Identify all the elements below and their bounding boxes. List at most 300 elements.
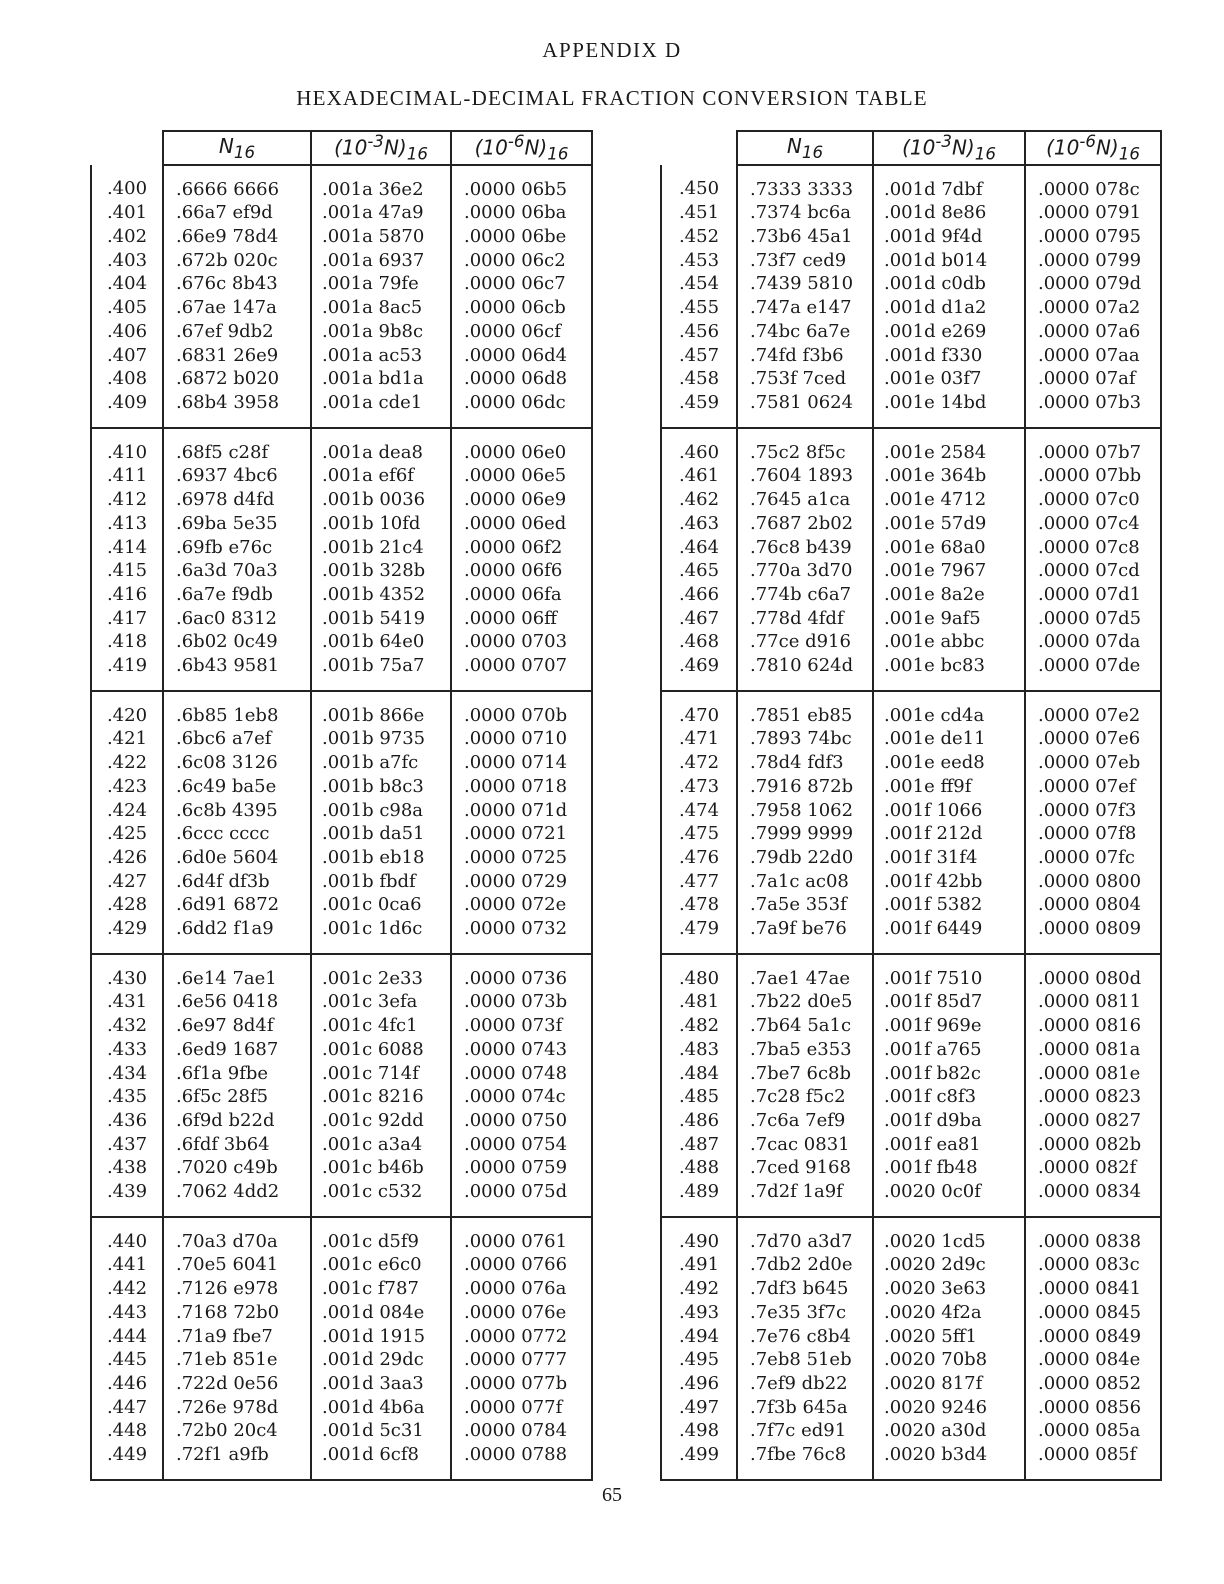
decimal-fraction-cell: .496 <box>661 1372 737 1396</box>
n-times-10e-6-value-cell: .0000 0838 <box>1025 1217 1161 1254</box>
n-times-10e-3-value-cell: .001f b82c <box>873 1062 1025 1086</box>
n16-value-cell: .6e14 7ae1 <box>163 954 311 991</box>
decimal-fraction-cell: .401 <box>91 201 163 225</box>
n-times-10e-6-value-cell: .0000 079d <box>1025 272 1161 296</box>
n-times-10e-6-value-cell: .0000 07af <box>1025 367 1161 391</box>
n-times-10e-6-value-cell: .0000 071d <box>451 799 592 823</box>
table-row <box>91 1156 592 1180</box>
decimal-fraction-cell: .498 <box>661 1419 737 1443</box>
n-times-10e-3-value-cell: .001e 8a2e <box>873 583 1025 607</box>
decimal-fraction-cell: .479 <box>661 917 737 954</box>
table-row <box>661 1396 1161 1420</box>
n-times-10e-3-value-cell: .001b b8c3 <box>311 775 451 799</box>
table-row <box>661 1085 1161 1109</box>
table-row <box>91 1217 592 1254</box>
n-times-10e-6-value-cell: .0000 07a6 <box>1025 320 1161 344</box>
table-row <box>91 1133 592 1157</box>
n-times-10e-3-value-cell: .0020 817f <box>873 1372 1025 1396</box>
decimal-fraction-cell: .438 <box>91 1156 163 1180</box>
n-times-10e-6-value-cell: .0000 06d4 <box>451 344 592 368</box>
n-times-10e-6-value-cell: .0000 0811 <box>1025 990 1161 1014</box>
n-times-10e-3-value-cell: .001e 2584 <box>873 428 1025 465</box>
n-times-10e-6-value-cell: .0000 078c <box>1025 165 1161 202</box>
decimal-fraction-cell: .420 <box>91 691 163 728</box>
table-row <box>91 344 592 368</box>
n-times-10e-3-value-cell: .001b 5419 <box>311 607 451 631</box>
n16-value-cell: .7b22 d0e5 <box>737 990 873 1014</box>
decimal-fraction-cell: .460 <box>661 428 737 465</box>
table-row <box>91 428 592 465</box>
n-times-10e-3-value-cell: .0020 2d9c <box>873 1253 1025 1277</box>
conversion-table-left <box>90 130 593 1481</box>
n-times-10e-6-value-cell: .0000 084e <box>1025 1348 1161 1372</box>
n16-value-cell: .7ae1 47ae <box>737 954 873 991</box>
n-times-10e-6-value-cell: .0000 0856 <box>1025 1396 1161 1420</box>
n-times-10e-6-value-cell: .0000 07e2 <box>1025 691 1161 728</box>
decimal-fraction-cell: .432 <box>91 1014 163 1038</box>
decimal-fraction-cell: .491 <box>661 1253 737 1277</box>
decimal-fraction-cell: .484 <box>661 1062 737 1086</box>
table-row <box>91 691 592 728</box>
decimal-fraction-cell: .455 <box>661 296 737 320</box>
n-times-10e-6-value-cell: .0000 07bb <box>1025 464 1161 488</box>
n16-value-cell: .67ef 9db2 <box>163 320 311 344</box>
decimal-fraction-cell: .400 <box>91 165 163 202</box>
decimal-fraction-cell: .499 <box>661 1443 737 1480</box>
n-times-10e-3-value-cell: .001f 969e <box>873 1014 1025 1038</box>
n16-value-cell: .7168 72b0 <box>163 1301 311 1325</box>
n16-value-cell: .6978 d4fd <box>163 488 311 512</box>
n-times-10e-3-value-cell: .001d 5c31 <box>311 1419 451 1443</box>
table-row <box>661 1253 1161 1277</box>
decimal-fraction-cell: .492 <box>661 1277 737 1301</box>
n16-value-cell: .70a3 d70a <box>163 1217 311 1254</box>
n-times-10e-3-value-cell: .001e 68a0 <box>873 536 1025 560</box>
n16-value-cell: .69fb e76c <box>163 536 311 560</box>
table-row <box>91 870 592 894</box>
table-row <box>91 1277 592 1301</box>
n16-value-cell: .770a 3d70 <box>737 559 873 583</box>
decimal-fraction-cell: .467 <box>661 607 737 631</box>
decimal-fraction-cell: .468 <box>661 630 737 654</box>
decimal-fraction-cell: .477 <box>661 870 737 894</box>
table-row <box>661 870 1161 894</box>
n-times-10e-3-value-cell: .001f 42bb <box>873 870 1025 894</box>
table-row <box>661 607 1161 631</box>
n16-value-cell: .6b43 9581 <box>163 654 311 691</box>
decimal-fraction-cell: .409 <box>91 391 163 428</box>
row-label-header <box>91 131 163 165</box>
table-row <box>661 249 1161 273</box>
decimal-fraction-cell: .447 <box>91 1396 163 1420</box>
n16-value-cell: .69ba 5e35 <box>163 512 311 536</box>
decimal-fraction-cell: .429 <box>91 917 163 954</box>
table-row <box>91 954 592 991</box>
decimal-fraction-cell: .425 <box>91 822 163 846</box>
n16-value-cell: .774b c6a7 <box>737 583 873 607</box>
n16-value-cell: .7020 c49b <box>163 1156 311 1180</box>
n16-value-cell: .6e97 8d4f <box>163 1014 311 1038</box>
n-times-10e-3-value-cell: .001e 57d9 <box>873 512 1025 536</box>
n16-value-cell: .7062 4dd2 <box>163 1180 311 1217</box>
n-times-10e-3-value-cell: .001f fb48 <box>873 1156 1025 1180</box>
n-times-10e-3-value-cell: .001d b014 <box>873 249 1025 273</box>
n-times-10e-3-value-cell: .001c 714f <box>311 1062 451 1086</box>
n16-value-cell: .7126 e978 <box>163 1277 311 1301</box>
n-times-10e-6-value-cell: .0000 0795 <box>1025 225 1161 249</box>
decimal-fraction-cell: .472 <box>661 751 737 775</box>
table-row <box>661 201 1161 225</box>
n-times-10e-6-value-cell: .0000 0748 <box>451 1062 592 1086</box>
n-times-10e-6-value-cell: .0000 06c7 <box>451 272 592 296</box>
n-times-10e-6-value-cell: .0000 083c <box>1025 1253 1161 1277</box>
n-times-10e-6-value-cell: .0000 07fc <box>1025 846 1161 870</box>
table-row <box>91 607 592 631</box>
n-times-10e-6-value-cell: .0000 0710 <box>451 727 592 751</box>
n-times-10e-6-value-cell: .0000 06e0 <box>451 428 592 465</box>
decimal-fraction-cell: .488 <box>661 1156 737 1180</box>
n-times-10e-3-value-cell: .001c e6c0 <box>311 1253 451 1277</box>
n16-value-cell: .7db2 2d0e <box>737 1253 873 1277</box>
decimal-fraction-cell: .450 <box>661 165 737 202</box>
n16-value-cell: .7e76 c8b4 <box>737 1325 873 1349</box>
table-row <box>661 1156 1161 1180</box>
n-times-10e-6-value-cell: .0000 081a <box>1025 1038 1161 1062</box>
n-times-10e-6-value-cell: .0000 072e <box>451 893 592 917</box>
n-times-10e-6-value-cell: .0000 06ba <box>451 201 592 225</box>
decimal-fraction-cell: .446 <box>91 1372 163 1396</box>
decimal-fraction-cell: .451 <box>661 201 737 225</box>
table-row <box>91 512 592 536</box>
n-times-10e-3-value-cell: .001d c0db <box>873 272 1025 296</box>
n16-value-cell: .7c28 f5c2 <box>737 1085 873 1109</box>
n-times-10e-3-value-cell: .0020 3e63 <box>873 1277 1025 1301</box>
decimal-fraction-cell: .414 <box>91 536 163 560</box>
n-times-10e-3-value-cell: .001f c8f3 <box>873 1085 1025 1109</box>
n-times-10e-6-value-cell: .0000 073f <box>451 1014 592 1038</box>
n16-value-cell: .6b85 1eb8 <box>163 691 311 728</box>
column-header-10e-3n: $(10^{-3}N)_{16}$ <box>873 131 1025 165</box>
n-times-10e-3-value-cell: .001b 10fd <box>311 512 451 536</box>
n-times-10e-6-value-cell: .0000 0816 <box>1025 1014 1161 1038</box>
n-times-10e-3-value-cell: .001d 8e86 <box>873 201 1025 225</box>
n16-value-cell: .6666 6666 <box>163 165 311 202</box>
table-row <box>661 1419 1161 1443</box>
n16-value-cell: .6ccc cccc <box>163 822 311 846</box>
n16-value-cell: .676c 8b43 <box>163 272 311 296</box>
decimal-fraction-cell: .457 <box>661 344 737 368</box>
table-row <box>661 583 1161 607</box>
n-times-10e-3-value-cell: .001d 4b6a <box>311 1396 451 1420</box>
table-row <box>661 165 1161 202</box>
n-times-10e-3-value-cell: .001e abbc <box>873 630 1025 654</box>
page-number: 65 <box>602 1484 622 1506</box>
n-times-10e-3-value-cell: .0020 0c0f <box>873 1180 1025 1217</box>
n-times-10e-6-value-cell: .0000 06ff <box>451 607 592 631</box>
decimal-fraction-cell: .431 <box>91 990 163 1014</box>
table-row <box>661 990 1161 1014</box>
n16-value-cell: .7ba5 e353 <box>737 1038 873 1062</box>
n16-value-cell: .6d4f df3b <box>163 870 311 894</box>
n-times-10e-3-value-cell: .001d e269 <box>873 320 1025 344</box>
n-times-10e-6-value-cell: .0000 0772 <box>451 1325 592 1349</box>
decimal-fraction-cell: .435 <box>91 1085 163 1109</box>
n16-value-cell: .66e9 78d4 <box>163 225 311 249</box>
table-row <box>91 464 592 488</box>
table-row <box>91 1301 592 1325</box>
table-row <box>91 1396 592 1420</box>
n-times-10e-6-value-cell: .0000 0800 <box>1025 870 1161 894</box>
decimal-fraction-cell: .456 <box>661 320 737 344</box>
decimal-fraction-cell: .487 <box>661 1133 737 1157</box>
decimal-fraction-cell: .404 <box>91 272 163 296</box>
n-times-10e-3-value-cell: .001a 47a9 <box>311 201 451 225</box>
n-times-10e-3-value-cell: .0020 5ff1 <box>873 1325 1025 1349</box>
decimal-fraction-cell: .475 <box>661 822 737 846</box>
n16-value-cell: .6f1a 9fbe <box>163 1062 311 1086</box>
n-times-10e-6-value-cell: .0000 06b5 <box>451 165 592 202</box>
column-header-10e-6n: $(10^{-6}N)_{16}$ <box>451 131 592 165</box>
table-row <box>91 1014 592 1038</box>
n-times-10e-6-value-cell: .0000 07cd <box>1025 559 1161 583</box>
decimal-fraction-cell: .424 <box>91 799 163 823</box>
n16-value-cell: .78d4 fdf3 <box>737 751 873 775</box>
n16-value-cell: .778d 4fdf <box>737 607 873 631</box>
n16-value-cell: .7893 74bc <box>737 727 873 751</box>
table-row <box>91 583 592 607</box>
n-times-10e-6-value-cell: .0000 0852 <box>1025 1372 1161 1396</box>
table-row <box>661 775 1161 799</box>
n-times-10e-3-value-cell: .001c 4fc1 <box>311 1014 451 1038</box>
table-row <box>661 1217 1161 1254</box>
n-times-10e-6-value-cell: .0000 076a <box>451 1277 592 1301</box>
decimal-fraction-cell: .422 <box>91 751 163 775</box>
table-row <box>91 367 592 391</box>
n16-value-cell: .7ced 9168 <box>737 1156 873 1180</box>
decimal-fraction-cell: .480 <box>661 954 737 991</box>
row-label-header <box>661 131 737 165</box>
n-times-10e-3-value-cell: .001e bc83 <box>873 654 1025 691</box>
n16-value-cell: .6b02 0c49 <box>163 630 311 654</box>
decimal-fraction-cell: .415 <box>91 559 163 583</box>
n-times-10e-6-value-cell: .0000 0766 <box>451 1253 592 1277</box>
decimal-fraction-cell: .410 <box>91 428 163 465</box>
table-row <box>91 1348 592 1372</box>
table-row <box>661 846 1161 870</box>
n16-value-cell: .6f5c 28f5 <box>163 1085 311 1109</box>
n-times-10e-6-value-cell: .0000 07d5 <box>1025 607 1161 631</box>
n16-value-cell: .7df3 b645 <box>737 1277 873 1301</box>
n16-value-cell: .672b 020c <box>163 249 311 273</box>
n-times-10e-3-value-cell: .001e 7967 <box>873 559 1025 583</box>
n16-value-cell: .7a1c ac08 <box>737 870 873 894</box>
table-row <box>91 488 592 512</box>
n-times-10e-3-value-cell: .0020 4f2a <box>873 1301 1025 1325</box>
table-row <box>91 846 592 870</box>
n16-value-cell: .6a7e f9db <box>163 583 311 607</box>
table-row <box>661 727 1161 751</box>
n-times-10e-6-value-cell: .0000 07f3 <box>1025 799 1161 823</box>
n-times-10e-6-value-cell: .0000 0759 <box>451 1156 592 1180</box>
n16-value-cell: .7604 1893 <box>737 464 873 488</box>
decimal-fraction-cell: .413 <box>91 512 163 536</box>
n-times-10e-6-value-cell: .0000 0845 <box>1025 1301 1161 1325</box>
n-times-10e-6-value-cell: .0000 0827 <box>1025 1109 1161 1133</box>
n16-value-cell: .7e35 3f7c <box>737 1301 873 1325</box>
n-times-10e-6-value-cell: .0000 07a2 <box>1025 296 1161 320</box>
table-row <box>661 512 1161 536</box>
n-times-10e-6-value-cell: .0000 0732 <box>451 917 592 954</box>
n-times-10e-3-value-cell: .001b a7fc <box>311 751 451 775</box>
decimal-fraction-cell: .442 <box>91 1277 163 1301</box>
n-times-10e-3-value-cell: .001c 2e33 <box>311 954 451 991</box>
n16-value-cell: .74bc 6a7e <box>737 320 873 344</box>
decimal-fraction-cell: .469 <box>661 654 737 691</box>
decimal-fraction-cell: .489 <box>661 1180 737 1217</box>
n-times-10e-3-value-cell: .001d 084e <box>311 1301 451 1325</box>
n-times-10e-3-value-cell: .0020 a30d <box>873 1419 1025 1443</box>
n-times-10e-6-value-cell: .0000 06f6 <box>451 559 592 583</box>
n-times-10e-3-value-cell: .001a 9b8c <box>311 320 451 344</box>
table-row <box>661 630 1161 654</box>
table-row <box>91 917 592 954</box>
n-times-10e-6-value-cell: .0000 06ed <box>451 512 592 536</box>
decimal-fraction-cell: .485 <box>661 1085 737 1109</box>
decimal-fraction-cell: .449 <box>91 1443 163 1480</box>
decimal-fraction-cell: .430 <box>91 954 163 991</box>
n16-value-cell: .72b0 20c4 <box>163 1419 311 1443</box>
n-times-10e-6-value-cell: .0000 0841 <box>1025 1277 1161 1301</box>
table-row <box>91 1253 592 1277</box>
n-times-10e-6-value-cell: .0000 0761 <box>451 1217 592 1254</box>
n-times-10e-3-value-cell: .001f 1066 <box>873 799 1025 823</box>
n-times-10e-3-value-cell: .001c a3a4 <box>311 1133 451 1157</box>
table-row <box>661 225 1161 249</box>
n-times-10e-6-value-cell: .0000 075d <box>451 1180 592 1217</box>
n-times-10e-6-value-cell: .0000 0750 <box>451 1109 592 1133</box>
table-row <box>91 1109 592 1133</box>
n-times-10e-3-value-cell: .001b eb18 <box>311 846 451 870</box>
n-times-10e-6-value-cell: .0000 07b3 <box>1025 391 1161 428</box>
decimal-fraction-cell: .452 <box>661 225 737 249</box>
n-times-10e-3-value-cell: .001f d9ba <box>873 1109 1025 1133</box>
n16-value-cell: .7cac 0831 <box>737 1133 873 1157</box>
n-times-10e-6-value-cell: .0000 0707 <box>451 654 592 691</box>
n16-value-cell: .7581 0624 <box>737 391 873 428</box>
n-times-10e-3-value-cell: .001f a765 <box>873 1038 1025 1062</box>
n-times-10e-6-value-cell: .0000 0714 <box>451 751 592 775</box>
n-times-10e-3-value-cell: .001c c532 <box>311 1180 451 1217</box>
n16-value-cell: .7f7c ed91 <box>737 1419 873 1443</box>
n-times-10e-6-value-cell: .0000 06c2 <box>451 249 592 273</box>
n16-value-cell: .7b64 5a1c <box>737 1014 873 1038</box>
n-times-10e-3-value-cell: .001b 21c4 <box>311 536 451 560</box>
n16-value-cell: .6a3d 70a3 <box>163 559 311 583</box>
n16-value-cell: .66a7 ef9d <box>163 201 311 225</box>
n-times-10e-3-value-cell: .001f ea81 <box>873 1133 1025 1157</box>
decimal-fraction-cell: .436 <box>91 1109 163 1133</box>
table-row <box>661 344 1161 368</box>
n16-value-cell: .6fdf 3b64 <box>163 1133 311 1157</box>
n-times-10e-3-value-cell: .001a cde1 <box>311 391 451 428</box>
n-times-10e-3-value-cell: .001a 8ac5 <box>311 296 451 320</box>
n16-value-cell: .6c49 ba5e <box>163 775 311 799</box>
n16-value-cell: .6d91 6872 <box>163 893 311 917</box>
n-times-10e-3-value-cell: .001c f787 <box>311 1277 451 1301</box>
table-row <box>661 654 1161 691</box>
n-times-10e-3-value-cell: .001a 36e2 <box>311 165 451 202</box>
decimal-fraction-cell: .465 <box>661 559 737 583</box>
n-times-10e-3-value-cell: .001d 1915 <box>311 1325 451 1349</box>
table-row <box>661 917 1161 954</box>
n-times-10e-6-value-cell: .0000 06dc <box>451 391 592 428</box>
n16-value-cell: .7eb8 51eb <box>737 1348 873 1372</box>
decimal-fraction-cell: .443 <box>91 1301 163 1325</box>
n-times-10e-3-value-cell: .001b 9735 <box>311 727 451 751</box>
n-times-10e-6-value-cell: .0000 07da <box>1025 630 1161 654</box>
n16-value-cell: .7810 624d <box>737 654 873 691</box>
table-row <box>91 990 592 1014</box>
n16-value-cell: .7a9f be76 <box>737 917 873 954</box>
table-row <box>661 488 1161 512</box>
n-times-10e-6-value-cell: .0000 082b <box>1025 1133 1161 1157</box>
table-row <box>661 272 1161 296</box>
table-row <box>91 1038 592 1062</box>
table-row <box>661 822 1161 846</box>
n16-value-cell: .67ae 147a <box>163 296 311 320</box>
table-row <box>91 727 592 751</box>
n-times-10e-3-value-cell: .001a ef6f <box>311 464 451 488</box>
n16-value-cell: .7d2f 1a9f <box>737 1180 873 1217</box>
decimal-fraction-cell: .493 <box>661 1301 737 1325</box>
n-times-10e-3-value-cell: .001a 6937 <box>311 249 451 273</box>
n16-value-cell: .75c2 8f5c <box>737 428 873 465</box>
n-times-10e-3-value-cell: .001c 8216 <box>311 1085 451 1109</box>
n16-value-cell: .7333 3333 <box>737 165 873 202</box>
n-times-10e-6-value-cell: .0000 0834 <box>1025 1180 1161 1217</box>
decimal-fraction-cell: .403 <box>91 249 163 273</box>
decimal-fraction-cell: .417 <box>91 607 163 631</box>
n-times-10e-6-value-cell: .0000 07c4 <box>1025 512 1161 536</box>
n-times-10e-3-value-cell: .001d 29dc <box>311 1348 451 1372</box>
table-row <box>91 1443 592 1480</box>
table-row <box>661 559 1161 583</box>
decimal-fraction-cell: .495 <box>661 1348 737 1372</box>
decimal-fraction-cell: .437 <box>91 1133 163 1157</box>
table-row <box>91 165 592 202</box>
table-row <box>91 1419 592 1443</box>
n16-value-cell: .6831 26e9 <box>163 344 311 368</box>
decimal-fraction-cell: .423 <box>91 775 163 799</box>
n-times-10e-3-value-cell: .001a 79fe <box>311 272 451 296</box>
n-times-10e-6-value-cell: .0000 07d1 <box>1025 583 1161 607</box>
n16-value-cell: .7645 a1ca <box>737 488 873 512</box>
n-times-10e-3-value-cell: .001b fbdf <box>311 870 451 894</box>
decimal-fraction-cell: .445 <box>91 1348 163 1372</box>
decimal-fraction-cell: .440 <box>91 1217 163 1254</box>
table-row <box>91 1062 592 1086</box>
table-row <box>661 464 1161 488</box>
n16-value-cell: .72f1 a9fb <box>163 1443 311 1480</box>
n-times-10e-6-value-cell: .0000 0729 <box>451 870 592 894</box>
decimal-fraction-cell: .482 <box>661 1014 737 1038</box>
n-times-10e-3-value-cell: .001f 5382 <box>873 893 1025 917</box>
n-times-10e-6-value-cell: .0000 06e5 <box>451 464 592 488</box>
n-times-10e-6-value-cell: .0000 06cb <box>451 296 592 320</box>
n-times-10e-3-value-cell: .0020 1cd5 <box>873 1217 1025 1254</box>
decimal-fraction-cell: .428 <box>91 893 163 917</box>
n-times-10e-3-value-cell: .001a 5870 <box>311 225 451 249</box>
